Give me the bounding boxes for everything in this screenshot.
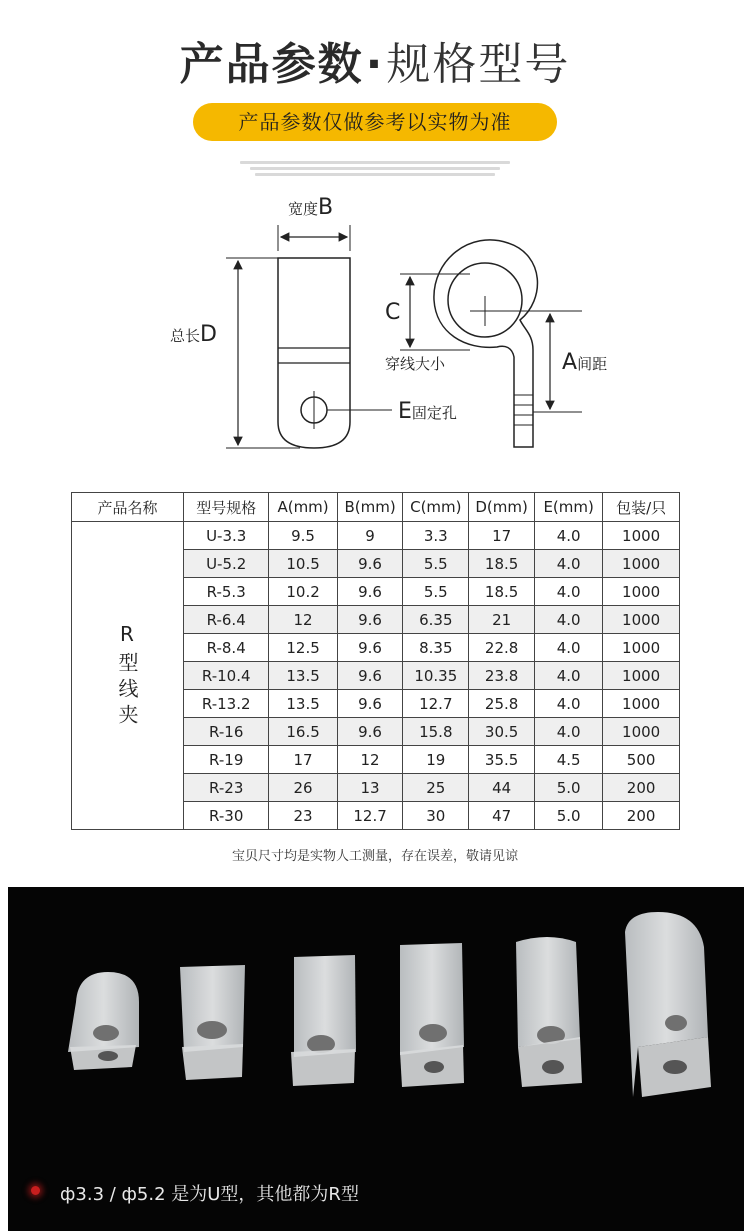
header-cell: 型号规格 (184, 493, 269, 522)
table-cell: 12.7 (403, 690, 469, 718)
table-cell: 5.5 (403, 578, 469, 606)
header-cell: 产品名称 (72, 493, 184, 522)
table-cell: 13.5 (269, 662, 337, 690)
table-row (72, 522, 680, 550)
table-cell: 4.0 (535, 662, 603, 690)
table-cell: 500 (603, 746, 680, 774)
table-cell: 4.0 (535, 550, 603, 578)
table-cell: 1000 (603, 634, 680, 662)
table-cell: 4.0 (535, 606, 603, 634)
title-sub: 规格型号 (386, 39, 571, 90)
table-cell: U-5.2 (184, 550, 269, 578)
table-cell: 5.0 (535, 774, 603, 802)
table-cell: R-13.2 (184, 690, 269, 718)
table-cell: R-5.3 (184, 578, 269, 606)
table-cell: 47 (469, 802, 535, 830)
wire-size-label: 穿线大小 (385, 355, 446, 373)
table-cell: 200 (603, 802, 680, 830)
title-dot: · (365, 39, 385, 90)
table-cell: 17 (469, 522, 535, 550)
clip-photo-r104 (516, 937, 582, 1087)
table-cell: 15.8 (403, 718, 469, 746)
table-cell: 5.0 (535, 802, 603, 830)
table-cell: 18.5 (469, 550, 535, 578)
table-cell: 21 (469, 606, 535, 634)
clip-photo-r132 (625, 912, 711, 1097)
table-cell: 1000 (603, 522, 680, 550)
header-cell: C(mm) (403, 493, 469, 522)
table-cell: 200 (603, 774, 680, 802)
table-cell: 23 (269, 802, 337, 830)
disclaimer-badge: 产品参数仅做参考以实物为准 (193, 103, 557, 141)
clip-photo-r64 (291, 955, 356, 1086)
table-cell: 30.5 (469, 718, 535, 746)
product-name-cell: R型线夹 (72, 522, 184, 830)
spec-table (71, 492, 680, 830)
table-cell: 12 (337, 746, 403, 774)
table-cell: 9.6 (337, 578, 403, 606)
table-header-row (72, 493, 680, 522)
table-cell: 26 (269, 774, 337, 802)
table-cell: 9.6 (337, 606, 403, 634)
table-cell: 4.0 (535, 718, 603, 746)
width-label: 宽度B (288, 195, 334, 220)
table-cell: 5.5 (403, 550, 469, 578)
bullet-dot-icon (31, 1186, 40, 1195)
table-cell: 4.0 (535, 690, 603, 718)
table-cell: 9.6 (337, 662, 403, 690)
table-cell: 1000 (603, 550, 680, 578)
header-cell: B(mm) (337, 493, 403, 522)
clip-drawing (0, 185, 750, 475)
table-cell: 18.5 (469, 578, 535, 606)
table-cell: 10.2 (269, 578, 337, 606)
table-cell: 12 (269, 606, 337, 634)
table-cell: 10.5 (269, 550, 337, 578)
a-label: A间距 (562, 350, 608, 375)
header-cell: D(mm) (469, 493, 535, 522)
table-cell: 10.35 (403, 662, 469, 690)
table-cell: 25 (403, 774, 469, 802)
table-cell: 9.5 (269, 522, 337, 550)
table-cell: U-3.3 (184, 522, 269, 550)
table-cell: 44 (469, 774, 535, 802)
table-cell: R-10.4 (184, 662, 269, 690)
clip-photo-u33 (68, 972, 139, 1070)
header-cell: A(mm) (269, 493, 337, 522)
table-cell: 1000 (603, 606, 680, 634)
length-label: 总长D (170, 322, 217, 347)
table-cell: 9.6 (337, 634, 403, 662)
table-cell: 19 (403, 746, 469, 774)
fine-print-lines (210, 158, 540, 176)
table-cell: 1000 (603, 578, 680, 606)
clip-photo-u52 (180, 965, 245, 1080)
table-cell: R-8.4 (184, 634, 269, 662)
table-cell: R-19 (184, 746, 269, 774)
table-cell: 1000 (603, 690, 680, 718)
table-cell: 12.7 (337, 802, 403, 830)
table-cell: 9 (337, 522, 403, 550)
table-cell: R-23 (184, 774, 269, 802)
header-cell: 包装/只 (603, 493, 680, 522)
table-cell: 4.0 (535, 522, 603, 550)
clip-photo-r84 (400, 943, 464, 1087)
page-title (0, 28, 750, 92)
table-cell: R-16 (184, 718, 269, 746)
table-cell: 13 (337, 774, 403, 802)
hole-label: E固定孔 (398, 399, 457, 424)
table-cell: 25.8 (469, 690, 535, 718)
table-cell: 9.6 (337, 690, 403, 718)
header-cell: E(mm) (535, 493, 603, 522)
table-cell: 3.3 (403, 522, 469, 550)
table-cell: 16.5 (269, 718, 337, 746)
title-main: 产品参数 (179, 39, 364, 90)
table-cell: 35.5 (469, 746, 535, 774)
table-cell: 9.6 (337, 550, 403, 578)
table-cell: 1000 (603, 662, 680, 690)
table-cell: 30 (403, 802, 469, 830)
table-cell: 13.5 (269, 690, 337, 718)
table-cell: 4.5 (535, 746, 603, 774)
table-cell: R-30 (184, 802, 269, 830)
table-cell: R-6.4 (184, 606, 269, 634)
table-cell: 9.6 (337, 718, 403, 746)
dimension-diagram (0, 185, 750, 475)
table-cell: 12.5 (269, 634, 337, 662)
measurement-note: 宝贝尺寸均是实物人工测量，存在误差，敬请见谅 (231, 849, 518, 864)
table-cell: 23.8 (469, 662, 535, 690)
table-cell: 17 (269, 746, 337, 774)
table-cell: 8.35 (403, 634, 469, 662)
table-cell: 4.0 (535, 634, 603, 662)
table-cell: 22.8 (469, 634, 535, 662)
c-label: C (385, 300, 401, 325)
table-cell: 6.35 (403, 606, 469, 634)
photo-caption: ф3.3 / ф5.2 是为U型，其他都为R型 (60, 1184, 359, 1205)
table-cell: 4.0 (535, 578, 603, 606)
table-cell: 1000 (603, 718, 680, 746)
